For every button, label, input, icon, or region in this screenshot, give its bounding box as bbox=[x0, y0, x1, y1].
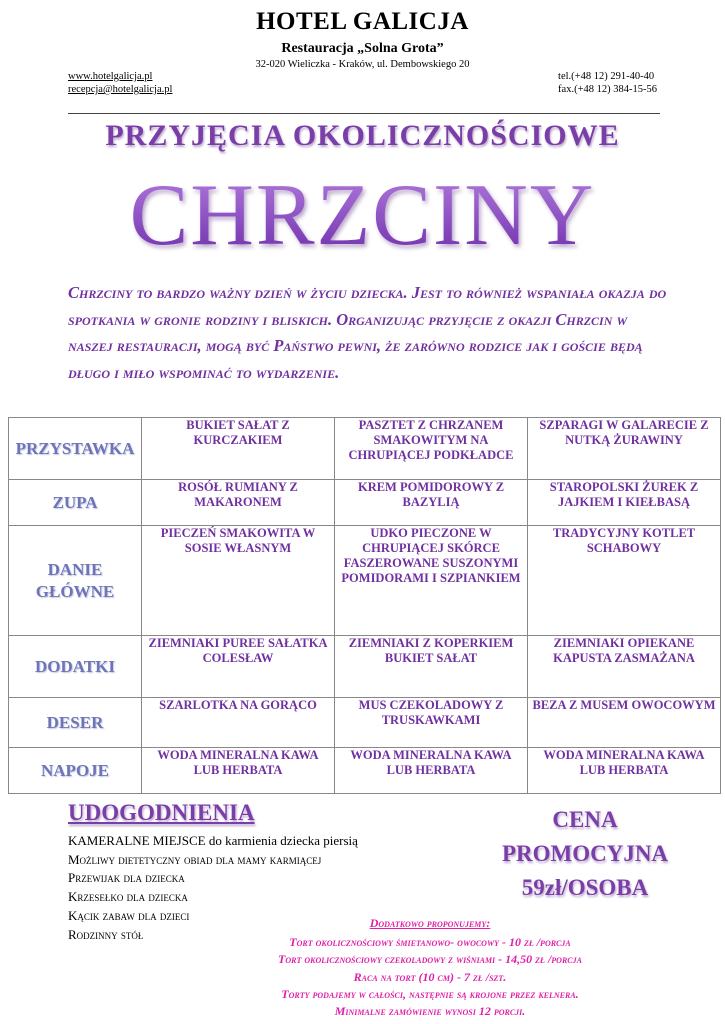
phone-number: tel.(+48 12) 291-40-40 bbox=[558, 71, 655, 82]
intro-paragraph: Chrzciny to bardzo ważny dzień w życiu dziecka. Jest to również wspaniała okazja do spotkania w gronie rodziny i bliskich. Organizując przyjęcie z okazji Chrzcin w naszej restauracji, mogą być Państwo pewni, że zarówno rodzice jak i goście będą długo i miło wspominać to wydarzenie. bbox=[68, 283, 667, 382]
menu-item: ROSÓŁ RUMIANY Z MAKARONEM bbox=[142, 480, 335, 526]
menu-item: SZPARAGI W GALARECIE Z NUTKĄ ŻURAWINY bbox=[528, 418, 721, 480]
amenity-item: Kącik zabaw dla dzieci bbox=[68, 907, 190, 923]
menu-item: UDKO PIECZONE W CHRUPIĄCEJ SKÓRCE FASZEROWANE SUSZONYMI POMIDORAMI I SZPIANKIEM bbox=[335, 526, 528, 636]
menu-category: DODATKI bbox=[9, 636, 142, 698]
menu-item: WODA MINERALNA KAWA LUB HERBATA bbox=[142, 748, 335, 794]
fax-number: fax.(+48 12) 384-15-56 bbox=[558, 84, 657, 95]
main-title: CHRZCINY bbox=[0, 165, 725, 266]
extra-item: Raca na tort (10 cm) - 7 zł /szt. bbox=[353, 969, 507, 984]
menu-row bbox=[9, 748, 721, 794]
menu-row bbox=[9, 698, 721, 748]
menu-item: BUKIET SAŁAT Z KURCZAKIEM bbox=[142, 418, 335, 480]
amenity-item: Przewijak dla dziecka bbox=[68, 870, 185, 886]
menu-item: PIECZEŃ SMAKOWITA W SOSIE WŁASNYM bbox=[142, 526, 335, 636]
amenities-title: UDOGODNIENIA bbox=[68, 800, 255, 825]
header-divider bbox=[68, 113, 660, 114]
subtitle-heading: PRZYJĘCIA OKOLICZNOŚCIOWE bbox=[105, 119, 620, 152]
menu-item: BEZA Z MUSEM OWOCOWYM bbox=[528, 698, 721, 748]
price-promo: PROMOCYJNA bbox=[501, 841, 669, 866]
amenity-item: Rodzinny stół bbox=[68, 926, 144, 942]
extra-item: Torty podajemy w całości, następnie są krojone przez kelnera. bbox=[281, 986, 579, 1001]
menu-row bbox=[9, 418, 721, 480]
website-link[interactable]: www.hotelgalicja.pl bbox=[68, 71, 153, 82]
amenity-item: Możliwy dietetyczny obiad dla mamy karmiącej bbox=[68, 851, 322, 867]
menu-item: MUS CZEKOLADOWY Z TRUSKAWKAMI bbox=[335, 698, 528, 748]
menu-table bbox=[8, 417, 721, 794]
restaurant-name: Restauracja „Solna Grota” bbox=[281, 41, 444, 56]
extra-item: Minimalne zamówienie wynosi 12 porcji. bbox=[334, 1004, 526, 1019]
menu-item: WODA MINERALNA KAWA LUB HERBATA bbox=[528, 748, 721, 794]
menu-item: ZIEMNIAKI OPIEKANE KAPUSTA ZASMAŻANA bbox=[528, 636, 721, 698]
menu-item: SZARLOTKA NA GORĄCO bbox=[142, 698, 335, 748]
menu-row bbox=[9, 480, 721, 526]
extras-list bbox=[150, 934, 710, 1020]
menu-item: STAROPOLSKI ŻUREK Z JAJKIEM I KIEŁBASĄ bbox=[528, 480, 721, 526]
menu-item: ZIEMNIAKI PUREE SAŁATKA COLESŁAW bbox=[142, 636, 335, 698]
hotel-name: HOTEL GALICJA bbox=[256, 8, 469, 35]
contact-right bbox=[558, 70, 657, 96]
price-value: 59zł/OSOBA bbox=[521, 875, 649, 900]
menu-item: PASZTET Z CHRZANEM SMAKOWITYM NA CHRUPIĄCEJ PODKŁADCE bbox=[335, 418, 528, 480]
price-label: CENA bbox=[552, 807, 618, 832]
menu-category: PRZYSTAWKA bbox=[9, 418, 142, 480]
extras-title: Dodatkowo proponujemy: bbox=[369, 916, 491, 930]
menu-row bbox=[9, 636, 721, 698]
menu-category: NAPOJE bbox=[9, 748, 142, 794]
amenity-item: KAMERALNE MIEJSCE do karmienia dziecka piersią bbox=[68, 833, 358, 848]
menu-item: TRADYCYJNY KOTLET SCHABOWY bbox=[528, 526, 721, 636]
email-link[interactable]: recepcja@hotelgalicja.pl bbox=[68, 84, 173, 95]
contact-left bbox=[68, 70, 172, 96]
extra-item: Tort okolicznościowy czekoladowy z wiśniami - 14,50 zł /porcja bbox=[278, 952, 582, 967]
amenity-item: Krzesełko dla dziecka bbox=[68, 889, 188, 905]
extra-item: Tort okolicznościowy śmietanowo- owocowy - 10 zł /porcja bbox=[289, 935, 571, 949]
menu-item: KREM POMIDOROWY Z BAZYLIĄ bbox=[335, 480, 528, 526]
menu-row bbox=[9, 526, 721, 636]
menu-category: ZUPA bbox=[9, 480, 142, 526]
menu-item: WODA MINERALNA KAWA LUB HERBATA bbox=[335, 748, 528, 794]
menu-category: DESER bbox=[9, 698, 142, 748]
menu-item: ZIEMNIAKI Z KOPERKIEM BUKIET SAŁAT bbox=[335, 636, 528, 698]
hotel-address: 32-020 Wieliczka - Kraków, ul. Dembowskiego 20 bbox=[255, 59, 470, 70]
menu-category: DANIE GŁÓWNE bbox=[9, 526, 142, 636]
